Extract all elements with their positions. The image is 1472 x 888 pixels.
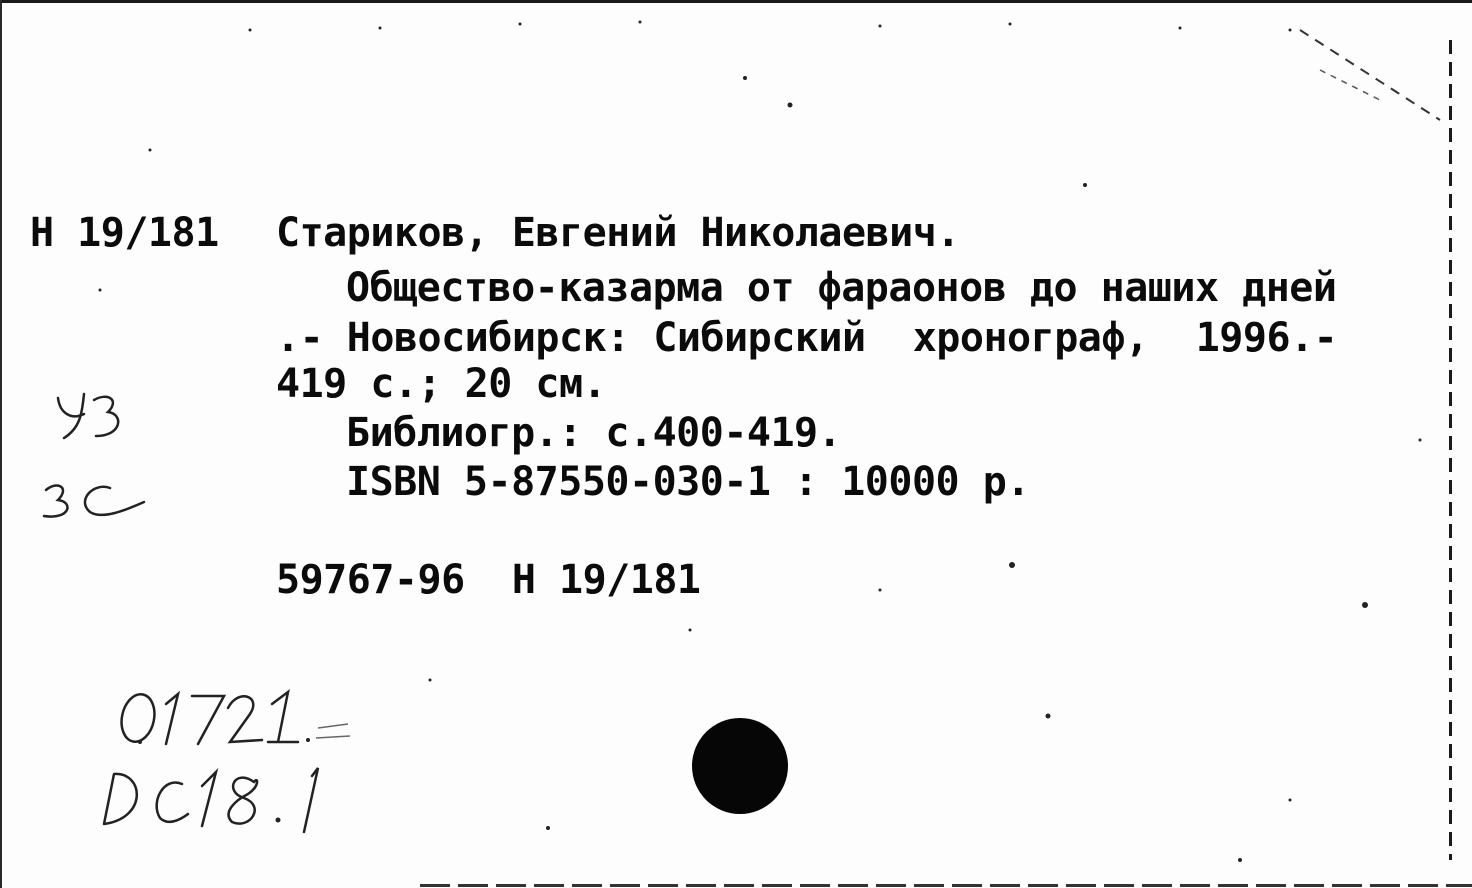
punch-hole	[692, 718, 788, 814]
physical-description-line: 419 с.; 20 см.	[276, 361, 607, 407]
handwritten-number-oc181	[98, 762, 338, 834]
publication-line: .- Новосибирск: Сибирский хронограф, 1996.-	[276, 315, 1338, 361]
isbn-price-line: ISBN 5-87550-030-1 : 10000 р.	[346, 459, 1030, 505]
handwritten-number-01721	[112, 682, 362, 752]
author-line: Стариков, Евгений Николаевич.	[276, 210, 960, 256]
title-line: Общество-казарма от фараонов до наших дней	[346, 265, 1337, 311]
call-number: Н 19/181	[30, 210, 219, 256]
accession-line: 59767-96 Н 19/181	[276, 557, 701, 603]
handwritten-mark-u3	[50, 388, 130, 448]
bibliography-note: Библиогр.: с.400-419.	[346, 410, 842, 456]
handwritten-mark-3c	[40, 476, 150, 526]
